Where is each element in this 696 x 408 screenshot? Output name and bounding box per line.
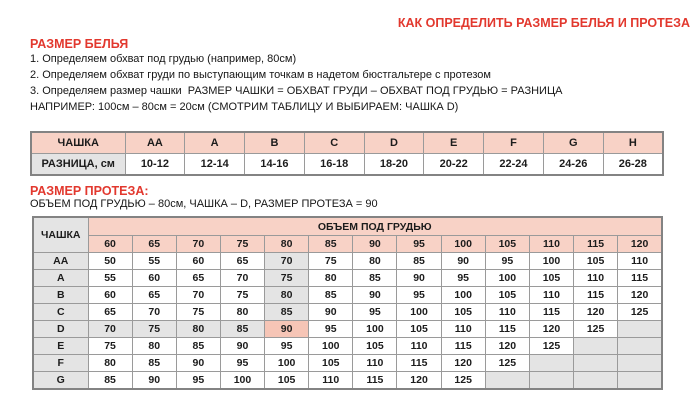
size-cell: 120 (618, 287, 662, 304)
size-cell: 65 (132, 287, 176, 304)
size-cell: 100 (529, 253, 573, 270)
size-cell: 65 (176, 270, 220, 287)
underbust-header-cell: 110 (529, 236, 573, 253)
instruction-line: 2. Определяем обхват груди по выступающим точкам в надетом бюстгальтере с протезом (30, 69, 491, 81)
size-row (33, 253, 662, 270)
size-cell: 105 (574, 253, 618, 270)
cup-header-cell: G (543, 132, 603, 154)
size-cell: 115 (529, 304, 573, 321)
cup-header-cell: A (185, 132, 245, 154)
size-cell: 115 (441, 338, 485, 355)
instruction-line: 1. Определяем обхват под грудью (например, 80см) (30, 53, 297, 65)
underbust-header-row (33, 236, 662, 253)
difference-cell: 14-16 (245, 154, 305, 176)
size-cell: 115 (353, 372, 397, 390)
instruction-line: 3. Определяем размер чашки РАЗМЕР ЧАШКИ = ОБХВАТ ГРУДИ – ОБХВАТ ПОД ГРУДЬЮ = РАЗНИЦА (30, 85, 563, 97)
size-cell: 60 (88, 287, 132, 304)
size-cell: 65 (220, 253, 264, 270)
size-cell: 75 (176, 304, 220, 321)
difference-cell: 10-12 (125, 154, 185, 176)
size-cell: 70 (88, 321, 132, 338)
size-cell: 70 (220, 270, 264, 287)
cup-label-header: ЧАШКА (31, 132, 125, 154)
size-cell: 105 (529, 270, 573, 287)
cup-row-label: E (33, 338, 88, 355)
size-cell: 70 (176, 287, 220, 304)
cup-row-label: D (33, 321, 88, 338)
size-cell: 65 (88, 304, 132, 321)
size-cell: 75 (132, 321, 176, 338)
size-cell: 75 (88, 338, 132, 355)
size-cell: 125 (574, 321, 618, 338)
size-cell: 60 (132, 270, 176, 287)
size-cell: 120 (397, 372, 441, 390)
size-cell: 50 (88, 253, 132, 270)
cup-header-row (31, 132, 663, 154)
underbust-header-cell: 80 (265, 236, 309, 253)
size-cell: 115 (485, 321, 529, 338)
size-cell: 125 (529, 338, 573, 355)
underbust-header-cell: 120 (618, 236, 662, 253)
size-cell (529, 372, 573, 390)
size-cell (618, 355, 662, 372)
cup-row-label: AA (33, 253, 88, 270)
linen-size-heading: РАЗМЕР БЕЛЬЯ (30, 37, 129, 51)
underbust-header-cell: 95 (397, 236, 441, 253)
difference-cell: 18-20 (364, 154, 424, 176)
underbust-header-cell: 70 (176, 236, 220, 253)
size-cell: 95 (485, 253, 529, 270)
cup-header-cell: AA (125, 132, 185, 154)
cup-row-label: A (33, 270, 88, 287)
size-cell: 125 (441, 372, 485, 390)
size-cell: 110 (397, 338, 441, 355)
difference-cell: 20-22 (424, 154, 484, 176)
size-cell: 110 (618, 253, 662, 270)
size-cell: 105 (309, 355, 353, 372)
size-cell (618, 338, 662, 355)
cup-header-cell: F (484, 132, 544, 154)
size-cell: 120 (529, 321, 573, 338)
difference-label: РАЗНИЦА, см (31, 154, 125, 176)
size-cell: 110 (309, 372, 353, 390)
size-cell: 105 (485, 287, 529, 304)
size-cell: 115 (574, 287, 618, 304)
size-row (33, 321, 662, 338)
size-cell: 95 (397, 287, 441, 304)
size-cell: 100 (265, 355, 309, 372)
size-cell: 75 (309, 253, 353, 270)
size-cell: 90 (309, 304, 353, 321)
size-cell: 100 (220, 372, 264, 390)
size-cell: 85 (132, 355, 176, 372)
size-cell: 75 (265, 270, 309, 287)
size-cell: 120 (574, 304, 618, 321)
size-cell: 110 (441, 321, 485, 338)
size-cell: 85 (88, 372, 132, 390)
size-cell: 90 (353, 287, 397, 304)
size-cell: 100 (485, 270, 529, 287)
prosthesis-size-table (32, 216, 663, 390)
cup-row-label: G (33, 372, 88, 390)
size-cell: 110 (574, 270, 618, 287)
cup-row-label: C (33, 304, 88, 321)
cup-header-cell: B (245, 132, 305, 154)
cup-row-label: B (33, 287, 88, 304)
size-cell (485, 372, 529, 390)
difference-cell: 16-18 (304, 154, 364, 176)
size-cell: 115 (618, 270, 662, 287)
size-cell: 120 (441, 355, 485, 372)
size-cell (618, 321, 662, 338)
size-cell: 125 (485, 355, 529, 372)
size-row (33, 270, 662, 287)
size-cell: 110 (529, 287, 573, 304)
size-cell: 100 (441, 287, 485, 304)
size-cell: 90 (265, 321, 309, 338)
size-cell: 85 (265, 304, 309, 321)
size-cell: 70 (265, 253, 309, 270)
instruction-line: НАПРИМЕР: 100см – 80см = 20см (СМОТРИМ ТАБЛИЦУ И ВЫБИРАЕМ: ЧАШКА D) (30, 101, 459, 113)
size-cell: 55 (88, 270, 132, 287)
size-cell: 110 (353, 355, 397, 372)
size-cell: 105 (441, 304, 485, 321)
underbust-header-cell: 115 (574, 236, 618, 253)
underbust-header-cell: 60 (88, 236, 132, 253)
size-cell: 80 (265, 287, 309, 304)
size-cell: 125 (618, 304, 662, 321)
size-row (33, 304, 662, 321)
size-cell: 70 (132, 304, 176, 321)
size-cell (574, 355, 618, 372)
underbust-header-cell: 105 (485, 236, 529, 253)
size-cell: 105 (265, 372, 309, 390)
size-cell: 85 (353, 270, 397, 287)
size-cell: 100 (309, 338, 353, 355)
size-cell: 85 (220, 321, 264, 338)
size-row (33, 355, 662, 372)
size-cell: 80 (176, 321, 220, 338)
difference-cell: 22-24 (484, 154, 544, 176)
size-cell: 80 (309, 270, 353, 287)
size-cell: 90 (132, 372, 176, 390)
size-cell: 90 (176, 355, 220, 372)
size-cell: 85 (176, 338, 220, 355)
size-cell: 75 (220, 287, 264, 304)
page-title: КАК ОПРЕДЕЛИТЬ РАЗМЕР БЕЛЬЯ И ПРОТЕЗА (397, 16, 690, 30)
size-cell: 95 (265, 338, 309, 355)
size-cell: 100 (397, 304, 441, 321)
size-cell (574, 372, 618, 390)
size-cell: 85 (309, 287, 353, 304)
size-cell: 80 (88, 355, 132, 372)
size-cell (529, 355, 573, 372)
size-cell: 120 (485, 338, 529, 355)
size-cell: 115 (397, 355, 441, 372)
underbust-header-cell: 85 (309, 236, 353, 253)
size-cell: 110 (485, 304, 529, 321)
size-cell: 90 (397, 270, 441, 287)
cup-header-cell: E (424, 132, 484, 154)
difference-cell: 26-28 (603, 154, 663, 176)
size-cell (618, 372, 662, 390)
span-header-row (33, 217, 662, 236)
prosthesis-size-heading: РАЗМЕР ПРОТЕЗА: (30, 184, 149, 198)
size-cell (574, 338, 618, 355)
cup-header-cell: H (603, 132, 663, 154)
underbust-header-cell: 75 (220, 236, 264, 253)
underbust-span-header: ОБЪЕМ ПОД ГРУДЬЮ (88, 217, 662, 236)
size-cell: 105 (397, 321, 441, 338)
size-cell: 55 (132, 253, 176, 270)
size-cell: 80 (220, 304, 264, 321)
underbust-header-cell: 100 (441, 236, 485, 253)
prosthesis-example-text: ОБЪЕМ ПОД ГРУДЬЮ – 80см, ЧАШКА – D, РАЗМЕР ПРОТЕЗА = 90 (30, 198, 378, 210)
size-cell: 95 (220, 355, 264, 372)
chest-corner-label: ЧАШКА (33, 217, 88, 253)
instructions-list (30, 51, 562, 115)
underbust-header-cell: 65 (132, 236, 176, 253)
difference-cell: 12-14 (185, 154, 245, 176)
size-cell: 80 (353, 253, 397, 270)
size-row (33, 287, 662, 304)
size-cell: 60 (176, 253, 220, 270)
cup-row-label: F (33, 355, 88, 372)
size-cell: 105 (353, 338, 397, 355)
size-row (33, 338, 662, 355)
underbust-header-cell: 90 (353, 236, 397, 253)
cup-header-cell: C (304, 132, 364, 154)
size-cell: 95 (176, 372, 220, 390)
size-cell: 85 (397, 253, 441, 270)
cup-difference-table (30, 131, 664, 176)
size-cell: 80 (132, 338, 176, 355)
size-cell: 95 (441, 270, 485, 287)
size-row (33, 372, 662, 390)
cup-header-cell: D (364, 132, 424, 154)
size-cell: 90 (220, 338, 264, 355)
size-cell: 100 (353, 321, 397, 338)
size-cell: 95 (309, 321, 353, 338)
size-cell: 90 (441, 253, 485, 270)
difference-cell: 24-26 (543, 154, 603, 176)
size-cell: 95 (353, 304, 397, 321)
difference-row (31, 154, 663, 176)
